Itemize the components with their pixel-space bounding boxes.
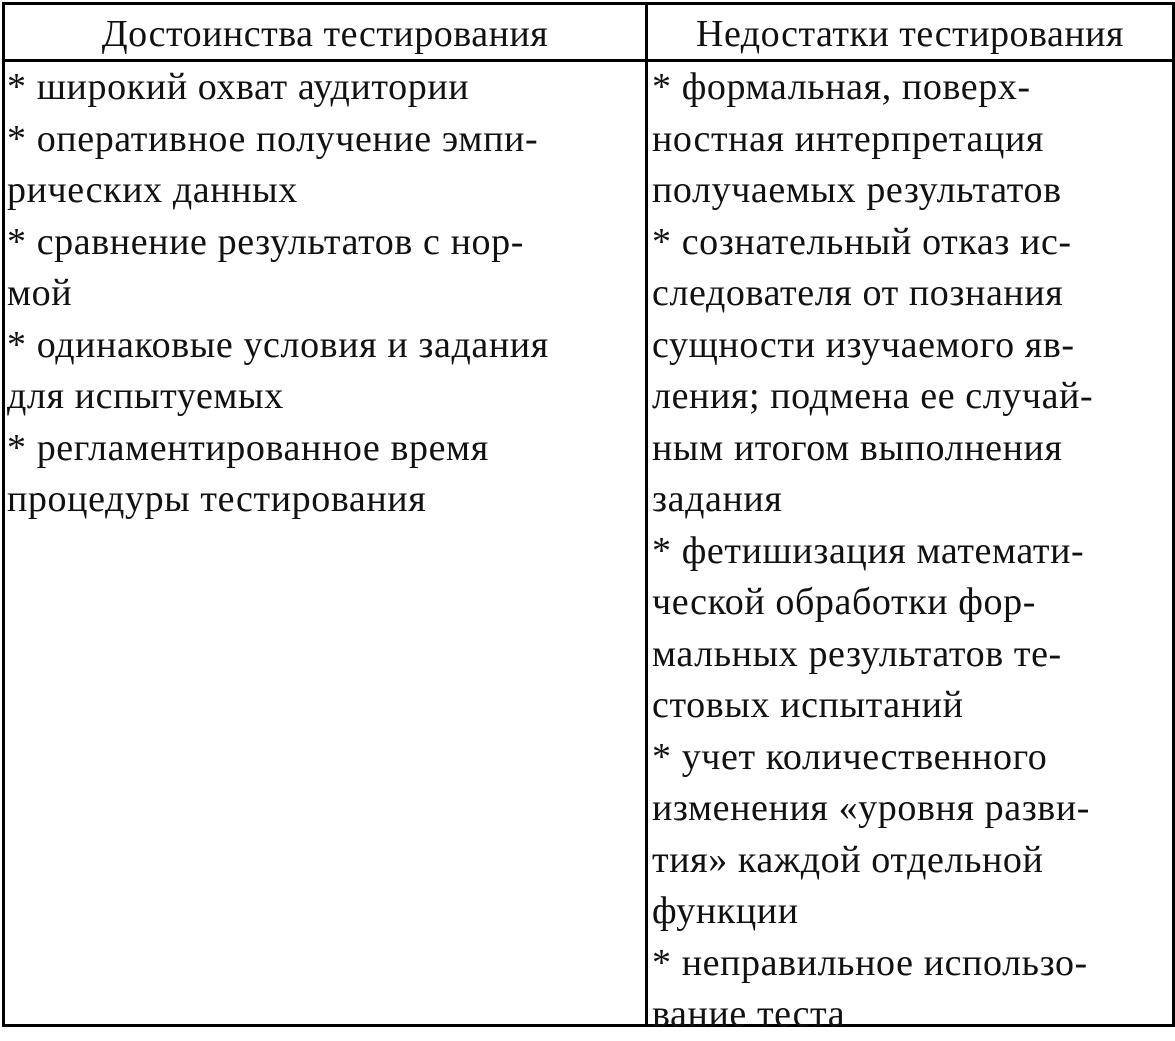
column-divider [645,5,648,1024]
disadvantages-line: стовых испытаний [652,684,964,726]
disadvantages-line: * формальная, поверх- [652,66,1031,108]
comparison-table [2,2,1175,1035]
disadvantages-line: ным итогом выполнения [652,426,1063,469]
advantages-line: * широкий охват аудитории [7,66,470,108]
advantages-line: * одинаковые условия и задания [7,323,549,366]
disadvantages-column [652,62,1170,1041]
disadvantages-line: тия» каждой отдельной [652,838,1044,881]
advantages-line: * оперативное получение эмпи- [7,117,539,160]
advantages-line: * сравнение результатов с нор- [7,220,524,263]
disadvantages-line: изменения «уровня разви- [652,787,1091,829]
disadvantages-line: ления; подмена ее случай- [652,375,1094,417]
advantages-line: для испытуемых [7,375,284,417]
disadvantages-line: вание теста [652,993,846,1035]
disadvantages-line: следователя от познания [652,272,1064,314]
disadvantages-line: * сознательный отказ ис- [652,220,1072,263]
disadvantages-line: * учет количественного [652,735,1048,778]
disadvantages-line: ческой обработки фор- [652,581,1036,623]
disadvantages-line: ностная интерпретация [652,117,1044,160]
disadvantages-line: функции [652,890,799,932]
header-disadvantages: Недостатки тестирования [696,13,1124,55]
advantages-line: рических данных [7,169,298,211]
disadvantages-line: * фетишизация математи- [652,529,1085,572]
header-advantages: Достоинства тестирования [101,13,549,55]
advantages-column [7,62,641,526]
disadvantages-line: мальных результатов те- [652,632,1062,675]
advantages-line: мой [7,272,73,314]
disadvantages-line: сущности изучаемого яв- [652,323,1075,366]
advantages-line: процедуры тестирования [7,478,427,520]
disadvantages-line: задания [652,478,783,520]
advantages-line: * регламентированное время [7,426,489,469]
disadvantages-line: * неправильное использо- [652,941,1088,984]
disadvantages-line: получаемых результатов [652,169,1062,211]
